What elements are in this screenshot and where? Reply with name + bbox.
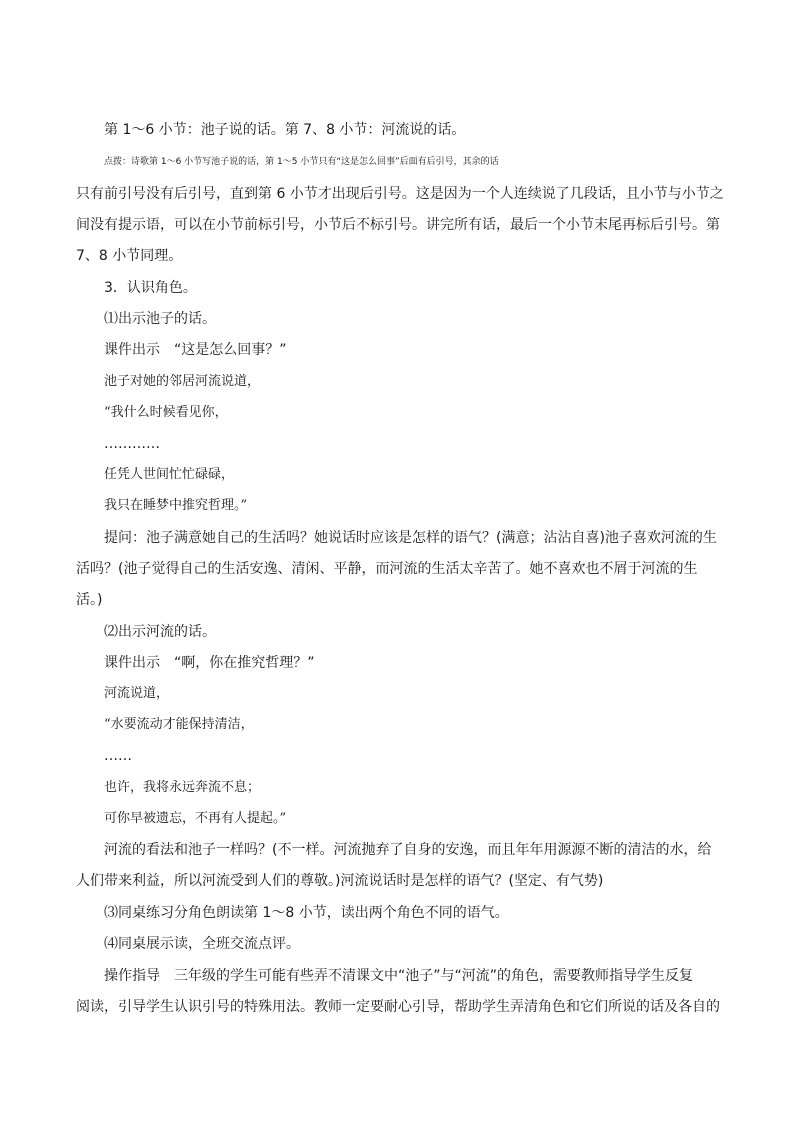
poem-line: “我什么时候看见你，	[104, 405, 228, 420]
section-heading: 3．认识角色。	[104, 280, 197, 296]
ellipsis: ……	[104, 748, 132, 764]
step-heading: ⑴出示池子的话。	[104, 311, 216, 327]
ellipsis: …………	[104, 436, 160, 452]
step-heading: ⑷同桌展示读，全班交流点评。	[104, 936, 300, 952]
courseware-label: 课件出示 “啊，你在推究哲理？”	[104, 655, 315, 671]
poem-line: 我只在睡梦中推究哲理。”	[104, 498, 248, 513]
poem-line: 任凭人世间忙忙碌碌，	[104, 467, 235, 482]
paragraph-hint-cont: 7、8 小节同理。	[76, 248, 183, 264]
step-heading: ⑶同桌练习分角色朗读第 1～8 小节，读出两个角色不同的语气。	[104, 905, 509, 921]
poem-line: “水要流动才能保持清洁，	[104, 717, 254, 732]
poem-line: 可你早被遗忘，不再有人提起。”	[104, 811, 287, 826]
comparison-paragraph-cont: 人们带来利益，所以河流受到人们的尊敬。)河流说话时是怎样的语气？(坚定、有气势)	[76, 873, 604, 889]
guidance-paragraph: 操作指导 三年级的学生可能有些弄不清课文中“池子”与“河流”的角色，需要教师指导学生反复	[104, 968, 694, 984]
question-paragraph-cont: 活吗？(池子觉得自己的生活安逸、清闲、平静，而河流的生活太辛苦了。她不喜欢也不屑于河流的生	[76, 561, 698, 577]
question-paragraph-cont: 活。)	[76, 592, 103, 608]
poem-line: 河流说道，	[104, 686, 170, 701]
courseware-label: 课件出示 “这是怎么回事？”	[104, 342, 287, 358]
step-heading: ⑵出示河流的话。	[104, 624, 216, 640]
paragraph-hint-cont: 只有前引号没有后引号，直到第 6 小节才出现后引号。这是因为一个人连续说了几段话，且小节与小节之	[76, 186, 724, 202]
paragraph-stanza-division: 第 1～6 小节：池子说的话。第 7、8 小节：河流说的话。	[104, 122, 466, 138]
comparison-paragraph: 河流的看法和池子一样吗？(不一样。河流抛弃了自身的安逸，而且年年用源源不断的清洁的水，给	[104, 842, 712, 858]
poem-line: 池子对她的邻居河流说道，	[104, 374, 261, 389]
question-paragraph: 提问：池子满意她自己的生活吗？她说话时应该是怎样的语气？(满意；沾沾自喜)池子喜欢河流的生	[104, 530, 717, 546]
poem-line: 也许，我将永远奔流不息；	[104, 780, 261, 795]
paragraph-hint-cont: 间没有提示语，可以在小节前标引号，小节后不标引号。讲完所有话，最后一个小节末尾再标后引号。第	[76, 217, 720, 233]
guidance-paragraph-cont: 阅读，引导学生认识引号的特殊用法。教师一定要耐心引导，帮助学生弄清角色和它们所说的话及各自的	[76, 999, 720, 1015]
paragraph-hint: 点拨：诗歌第 1～6 小节写池子说的话，第 1～5 小节只有“这是怎么回事”后面有后引号，其余的话	[104, 157, 499, 167]
